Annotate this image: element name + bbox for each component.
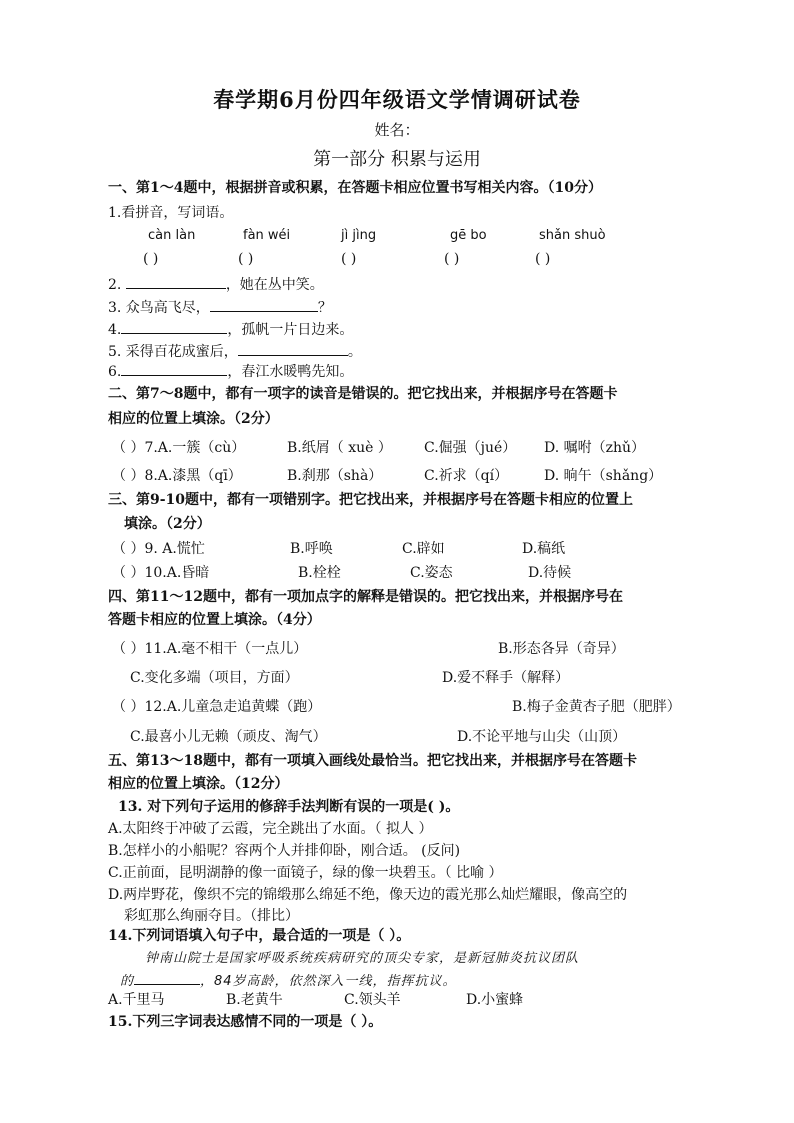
answer-paren-3[interactable]: ( ): [341, 251, 357, 267]
section1-header: 一、第1～4题中，根据拼音或积累，在答题卡相应位置书写相关内容。（10分）: [108, 180, 602, 196]
section3-header-cont: 填涂。（2分）: [124, 516, 211, 532]
question-3: 3. 众鸟高飞尽， ？: [108, 297, 332, 318]
question-12-row1: （ ）12.A.儿童急走追黄蝶（跑） B.梅子金黄杏子肥（肥胖）: [112, 699, 681, 715]
part-heading: 第一部分 积累与运用: [313, 149, 481, 170]
q14-passage: 钟南山院士是国家呼吸系统疾病研究的顶尖专家，是新冠肺炎抗议团队: [145, 951, 580, 966]
pinyin-2: fàn wéi: [243, 228, 291, 243]
answer-paren-2[interactable]: ( ): [238, 251, 254, 267]
question-4: 4. ，孤帆一片日边来。: [108, 319, 353, 340]
question-2: 2. ，她在丛中笑。: [108, 274, 324, 295]
question-11-row2: C.变化多端（项目，方面） D.爱不释手（解释）: [130, 670, 570, 686]
pinyin-5: shǎn shuò: [539, 228, 606, 243]
q13-option-d: D.两岸野花，像织不完的锦缎那么绵延不绝，像天边的霞光那么灿烂耀眼，像高空的: [108, 887, 628, 903]
question-13: 13. 对下列句子运用的修辞手法判断有误的一项是( )。: [118, 799, 460, 815]
section4-header-cont: 答题卡相应的位置上填涂。（4分）: [108, 612, 321, 628]
fill-blank[interactable]: [126, 274, 226, 289]
section2-header: 二、第7～8题中，都有一项字的读音是错误的。把它找出来，并根据序号在答题卡: [108, 386, 618, 402]
q13-option-a: A.太阳终于冲破了云霞，完全跳出了水面。（ 拟人 ）: [108, 821, 433, 837]
pinyin-3: jì jìng: [341, 228, 377, 243]
q13-option-d-cont: 彩虹那么绚丽夺目。（排比）: [124, 908, 299, 924]
question-7: （ ）7.A.一簇（cù） B.纸屑（ xuè ） C.倔强（jué） D. 嘱咐（zhǔ）: [112, 440, 646, 456]
question-15: 15.下列三字词表达感情不同的一项是（ ）。: [108, 1014, 383, 1030]
exam-title: 春学期6月份四年级语文学情调研试卷: [213, 87, 581, 112]
question-9: （ ）9. A.慌忙 B.呼唤 C.辟如 D.稿纸: [112, 541, 566, 557]
question-5: 5. 采得百花成蜜后， 。: [108, 341, 362, 362]
answer-paren-1[interactable]: ( ): [143, 251, 159, 267]
fill-blank[interactable]: [121, 361, 227, 376]
q14-passage-cont: 的 ，84岁高龄，依然深入一线，指挥抗议。: [120, 970, 457, 992]
question-8: （ ）8.A.漆黑（qī） B.刹那（shà） C.祈求（qí） D. 晌午（shǎng）: [112, 468, 663, 484]
question-12-row2: C.最喜小儿无赖（顽皮、淘气） D.不论平地与山尖（山顶）: [130, 729, 627, 745]
name-label: 姓名：: [374, 121, 420, 139]
section5-header: 五、第13～18题中，都有一项填入画线处最恰当。把它找出来，并根据序号在答题卡: [108, 753, 637, 769]
question-1: 1.看拼音，写词语。: [108, 205, 234, 221]
section5-header-cont: 相应的位置上填涂。（12分）: [108, 776, 289, 792]
answer-paren-4[interactable]: ( ): [444, 251, 460, 267]
question-10: （ ）10.A.昏暗 B.栓栓 C.姿态 D.待候: [112, 565, 572, 581]
section3-header: 三、第9-10题中，都有一项错别字。把它找出来，并根据序号在答题卡相应的位置上: [108, 492, 634, 508]
fill-blank[interactable]: [238, 341, 348, 356]
answer-paren-5[interactable]: ( ): [535, 251, 551, 267]
section4-header: 四、第11～12题中，都有一项加点字的解释是错误的。把它找出来，并根据序号在: [108, 589, 623, 605]
fill-blank[interactable]: [210, 297, 318, 312]
fill-blank[interactable]: [121, 319, 227, 334]
section2-header-cont: 相应的位置上填涂。（2分）: [108, 411, 279, 427]
question-14: 14.下列词语填入句子中，最合适的一项是（ ）。: [108, 928, 411, 944]
question-6: 6. ，春江水暖鸭先知。: [108, 361, 353, 382]
pinyin-1: càn làn: [148, 228, 196, 243]
q14-options: A.千里马 B.老黄牛 C.领头羊 D.小蜜蜂: [108, 992, 524, 1008]
pinyin-4: gē bo: [450, 228, 487, 243]
question-11-row1: （ ）11.A.毫不相干（一点儿） B.形态各异（奇异）: [112, 641, 625, 657]
q13-option-b: B.怎样小的小船呢？容两个人并排仰卧，刚合适。 (反问): [108, 843, 461, 859]
fill-blank[interactable]: [134, 970, 200, 985]
q13-option-c: C.正前面，昆明湖静的像一面镜子，绿的像一块碧玉。（ 比喻 ）: [108, 865, 503, 881]
